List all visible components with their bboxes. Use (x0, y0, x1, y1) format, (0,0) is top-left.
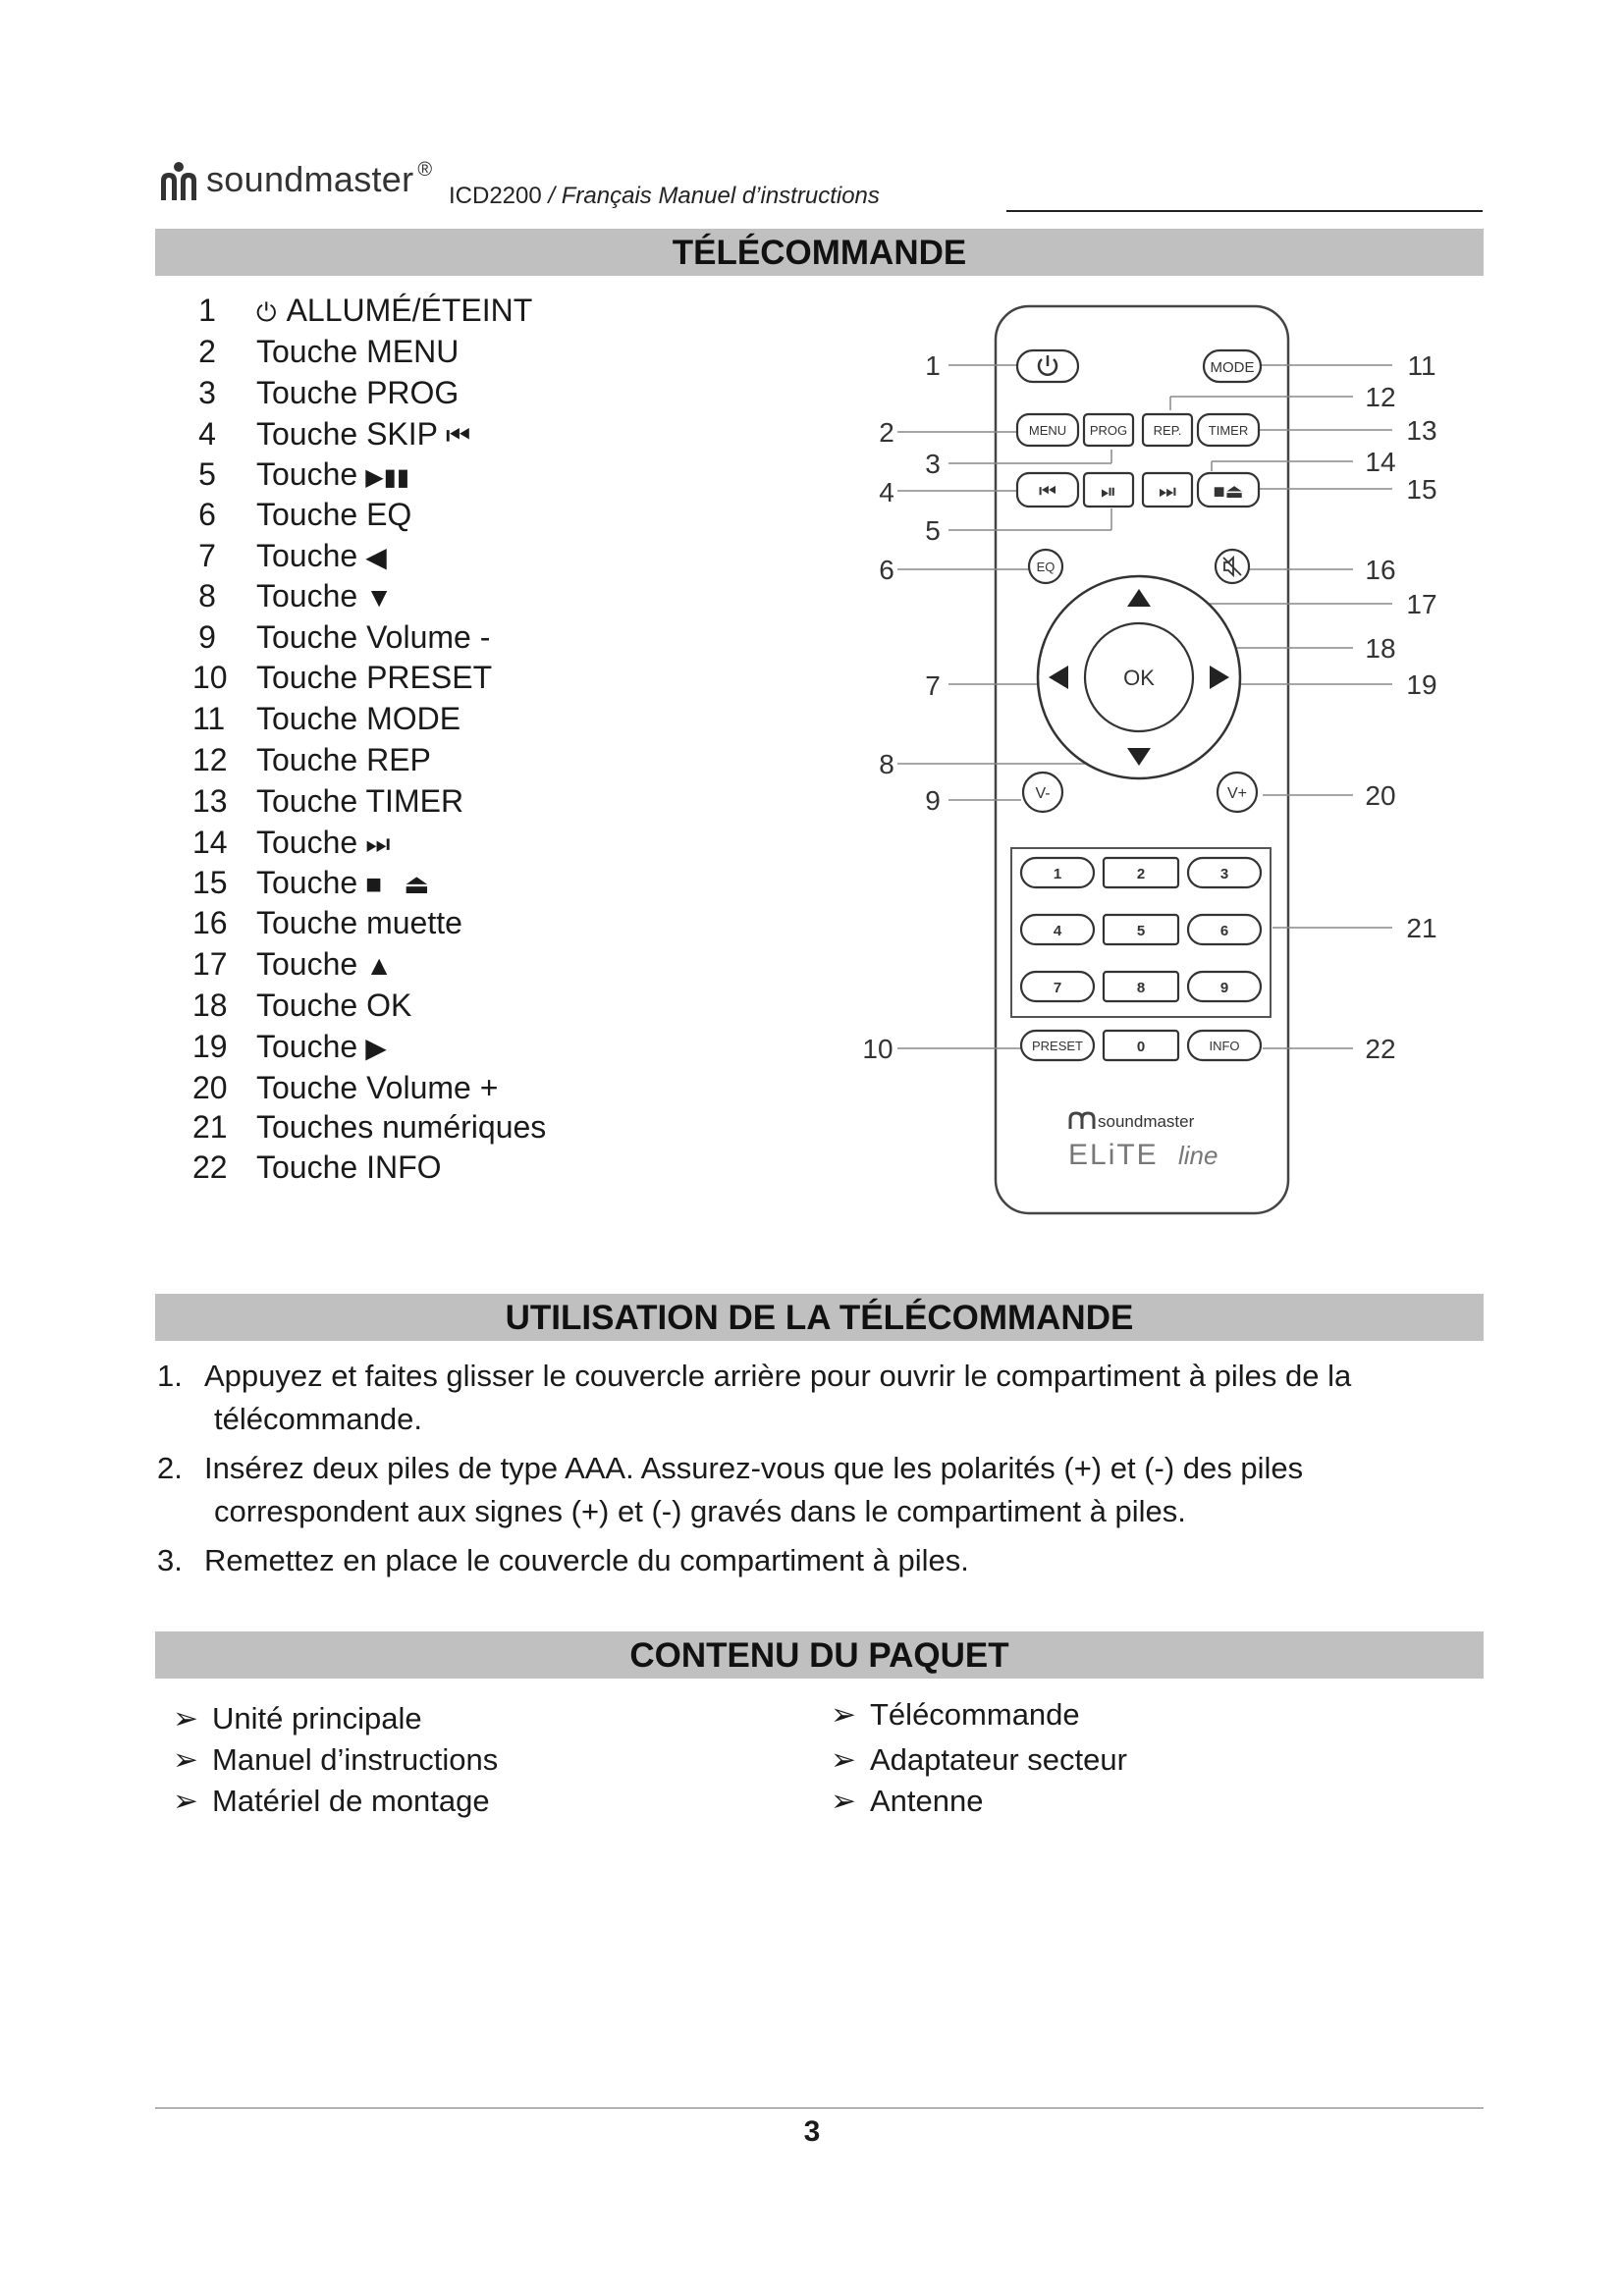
skip-forward-icon: ⏭ (1159, 481, 1176, 503)
bullet-arrow-icon: ➢ (173, 1784, 198, 1818)
bullet-arrow-icon: ➢ (831, 1742, 856, 1777)
usage-steps (157, 1355, 1434, 1584)
power-icon: ⏻ (256, 297, 277, 327)
callout-10: 10 (862, 1034, 893, 1064)
usage-step: 2. Insérez deux piles de type AAA. Assurez-vous que les polarités (+) et (-) des piles correspondent aux signes (+) et (-) gravés dans le compartiment à piles. (157, 1451, 1304, 1528)
callout-3: 3 (925, 449, 941, 479)
usage-step: 1. Appuyez et faites glisser le couvercle arrière pour ouvrir le compartiment à piles de la télécommande. (157, 1359, 1352, 1436)
remote-vplus-label: V+ (1226, 785, 1248, 802)
callout-4: 4 (879, 477, 894, 507)
stop-eject-icon: ■⏏ (1213, 481, 1244, 503)
callout-5: 5 (925, 515, 941, 546)
eject-icon: ⏏ (404, 869, 430, 899)
callout-17: 17 (1406, 589, 1437, 619)
remote-prog-label: PROG (1089, 423, 1128, 438)
header-rule (1006, 210, 1483, 212)
callout-8: 8 (879, 749, 894, 779)
digit-label: 1 (1053, 866, 1062, 882)
remote-mode-label: MODE (1210, 359, 1255, 376)
digit-label: 0 (1136, 1039, 1146, 1055)
callout-6: 6 (879, 555, 894, 585)
section-bar-package (155, 1631, 1484, 1679)
remote-vminus-label: V- (1035, 785, 1051, 802)
callout-14: 14 (1365, 447, 1396, 477)
soundmaster-logo-icon (157, 159, 200, 202)
model-subtitle: ICD2200 / Français Manuel d’instructions (449, 183, 880, 209)
remote-preset-label: PRESET (1031, 1039, 1084, 1053)
callout-1: 1 (925, 350, 941, 381)
bullet-arrow-icon: ➢ (173, 1742, 198, 1777)
remote-rep-label: REP. (1153, 423, 1182, 438)
callout-20: 20 (1365, 780, 1396, 811)
callout-9: 9 (925, 785, 941, 816)
package-item: ➢ Unité principale (173, 1698, 422, 1739)
usage-step: 3. Remettez en place le couvercle du compartiment à piles. (157, 1543, 969, 1577)
up-arrow-icon: ▲ (365, 950, 393, 981)
remote-illustration (844, 294, 1453, 1227)
remote-brand: soundmaster (1098, 1112, 1195, 1131)
section-bar-remote (155, 229, 1484, 276)
footer-rule (155, 2108, 1484, 2109)
remote-info-label: INFO (1209, 1039, 1240, 1053)
down-arrow-icon: ▼ (365, 582, 393, 613)
bullet-arrow-icon: ➢ (831, 1697, 856, 1732)
digit-label: 8 (1136, 980, 1146, 996)
stop-icon: ■ (365, 869, 383, 899)
callout-16: 16 (1365, 555, 1396, 585)
remote-logo (1068, 1112, 1218, 1171)
section-title-usage: UTILISATION DE LA TÉLÉCOMMANDE (505, 1299, 1134, 1337)
callout-2: 2 (879, 417, 894, 448)
remote-menu-label: MENU (1028, 423, 1067, 438)
section-title-remote: TÉLÉCOMMANDE (672, 234, 967, 272)
bullet-arrow-icon: ➢ (831, 1784, 856, 1818)
callout-7: 7 (925, 670, 941, 701)
right-arrow-icon: ▶ (365, 1033, 387, 1063)
callout-21: 21 (1406, 913, 1437, 943)
brand-name: soundmaster ® (206, 159, 433, 199)
callout-11: 11 (1407, 350, 1436, 381)
digit-label: 9 (1219, 980, 1229, 996)
section-bar-usage (155, 1294, 1484, 1341)
bullet-arrow-icon: ➢ (173, 1701, 198, 1735)
page-header (157, 157, 1483, 216)
remote-timer-label: TIMER (1208, 423, 1249, 438)
play-pause-icon: ⏯ (1101, 481, 1116, 503)
callout-22: 22 (1365, 1034, 1396, 1064)
skip-back-icon: ⏮ (1039, 481, 1056, 503)
package-item: ➢ Manuel d’instructions (173, 1739, 498, 1781)
package-item: ➢ Antenne (831, 1781, 984, 1822)
callout-19: 19 (1406, 669, 1437, 700)
left-arrow-icon: ◀ (365, 542, 387, 572)
digit-label: 3 (1219, 866, 1229, 882)
remote-line: line (1178, 1141, 1218, 1170)
skip-forward-icon: ⏭ (365, 828, 391, 859)
digit-label: 2 (1136, 866, 1146, 882)
remote-elite: ELiTE (1068, 1139, 1159, 1171)
callout-15: 15 (1406, 474, 1437, 505)
remote-ok-label: OK (1123, 666, 1155, 690)
digit-label: 5 (1136, 923, 1146, 939)
package-item: ➢ Matériel de montage (173, 1781, 490, 1822)
remote-eq-label: EQ (1036, 560, 1056, 574)
package-item: ➢ Télécommande (831, 1694, 1080, 1735)
package-item: ➢ Adaptateur secteur (831, 1739, 1127, 1781)
callout-18: 18 (1365, 633, 1396, 664)
page-number: 3 (803, 2115, 821, 2148)
play-pause-icon: ▶▮▮ (365, 464, 410, 491)
digit-label: 7 (1053, 980, 1062, 996)
callout-13: 13 (1406, 415, 1437, 446)
skip-back-icon: ⏮ (446, 420, 471, 451)
digit-label: 6 (1219, 923, 1229, 939)
callout-12: 12 (1365, 382, 1396, 412)
digit-label: 4 (1053, 923, 1062, 939)
section-title-package: CONTENU DU PAQUET (629, 1636, 1009, 1675)
